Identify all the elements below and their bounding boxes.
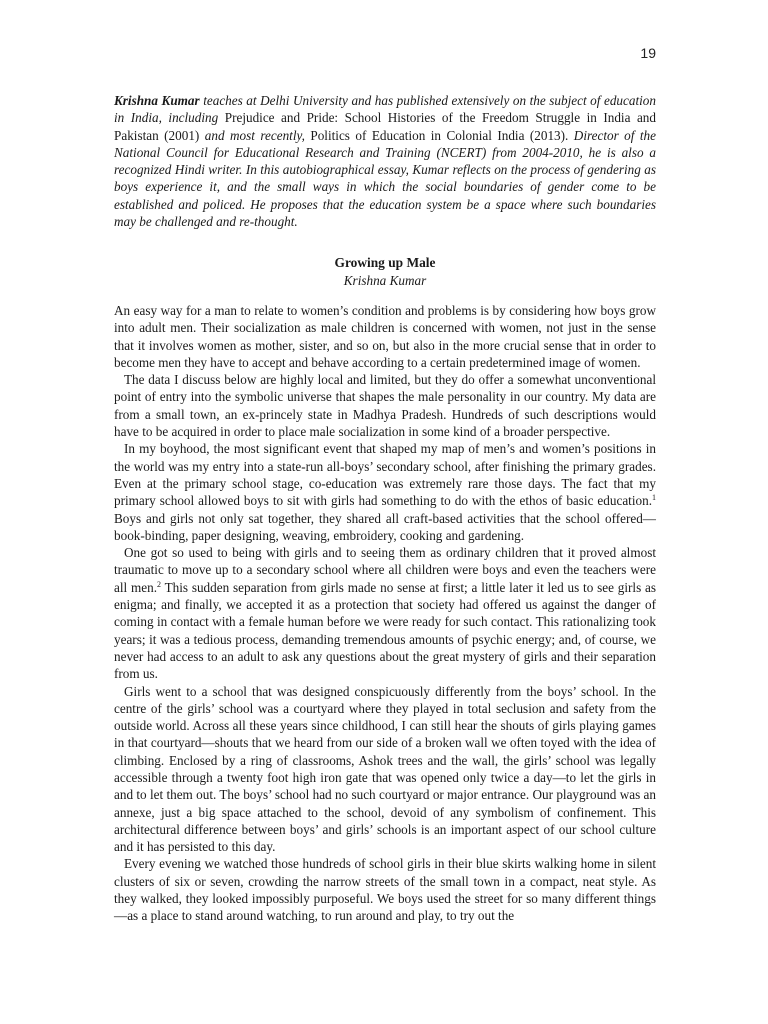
paragraph-1: An easy way for a man to relate to women’s condition and problems is by considering how boys grow into adult men. Their socialization as male children is concerned with women, not just in the sense that it involves women as mother, sister, and so on, but also in the more crucial sense that in order to become men they have to accept and behave according to a certain predetermined image of women. [114, 302, 656, 370]
bio-text-3: Director of the National Council for Educational Research and Training (NCERT) from 2004-2010, he is also a recognized Hindi writer. In this autobiographical essay, Kumar reflects on the process of gendering as boys experience it, and the small ways in which the social boundaries of gender come to be established and policed. He proposes that the education system be a space where such boundaries may be challenged and re-thought. [114, 127, 656, 230]
bio-book-1: Prejudice and Pride: School Histories of the Freedom Struggle in India and Pakistan (2001) [114, 110, 656, 143]
bio-text-2: and most recently, [199, 127, 311, 143]
bio-author-name: Krishna Kumar [114, 93, 200, 108]
page-content [114, 92, 656, 925]
author-bio [114, 92, 656, 230]
paragraph-5: Girls went to a school that was designed conspicuously differently from the boys’ school. In the centre of the girls’ school was a courtyard where they played in total seclusion and safety from the outside world. Across all these years since childhood, I can still hear the shouts of girls playing games in that courtyard—shouts that we heard from our side of a broken wall we often toyed with the idea of climbing. Enclosed by a ring of classrooms, Ashok trees and the wall, the girls’ school was legally accessible through a twenty foot high iron gate that was opened only twice a day—to let the girls in and to let them out. The boys’ school had no such courtyard or major entrance. Our playground was an annexe, just a big space attached to the school, devoid of any symbolism of confinement. This architectural difference between boys’ and girls’ schools is an important aspect of our school culture and it has persisted to this day. [114, 683, 656, 855]
paragraph-4-text-a: One got so used to being with girls and to seeing them as ordinary children that it proved almost traumatic to move up to a secondary school where all children were boys and even the teachers were all men. [114, 545, 656, 595]
paragraph-3-text-a: In my boyhood, the most significant event that shaped my map of men’s and women’s positions in the world was my entry into a state-run all-boys’ secondary school, after finishing the primary grades. Even at the primary school stage, co-education was extremely rare those days. The fact that my primary school allowed boys to sit with girls had something to do with the ethos of basic education. [114, 441, 656, 509]
paragraph-6: Every evening we watched those hundreds of school girls in their blue skirts walking home in silent clusters of six or seven, crowding the narrow streets of the small town in a compact, neat style. As they walked, they looked impossibly purposeful. We boys used the street for so many different things—as a place to stand around watching, to run around and play, to try out the [114, 856, 656, 924]
paragraph-4 [114, 544, 656, 682]
bio-book-2: Politics of Education in Colonial India (2013). [310, 127, 569, 143]
paragraph-4-text-b: This sudden separation from girls made no sense at first; a little later it led us to see girls as enigma; and finally, we accepted it as a protection that society had offered us against the danger of coming in contact with a female human before we were ready for such contact. This rationalizing took years; it was a tedious process, demanding tremendous amounts of psychic energy; and, of course, we never had access to an adult to ask any questions about the great mystery of girls and their separation from us. [114, 579, 656, 682]
paragraph-3 [114, 440, 656, 544]
page-number: 19 [640, 45, 656, 61]
bio-text-1: teaches at Delhi University and has published extensively on the subject of education in India, including [114, 93, 656, 126]
footnote-ref-1: 1 [652, 493, 656, 503]
footnote-ref-2: 2 [157, 579, 161, 589]
essay-author: Krishna Kumar [343, 272, 427, 288]
paragraph-3-text-b: Boys and girls not only sat together, they shared all craft-based activities that the school offered—book-binding, paper designing, weaving, embroidery, cooking and gardening. [114, 510, 656, 543]
essay-title: Growing up Male [334, 255, 436, 271]
essay-heading [114, 254, 656, 289]
paragraph-2: The data I discuss below are highly local and limited, but they do offer a somewhat unconventional point of entry into the symbolic universe that shapes the male personality in our country. My data are from a small town, an ex-princely state in Madhya Pradesh. Hundreds of such descriptions would have to be acquired in order to place male socialization in some kind of a broader perspective. [114, 372, 656, 440]
